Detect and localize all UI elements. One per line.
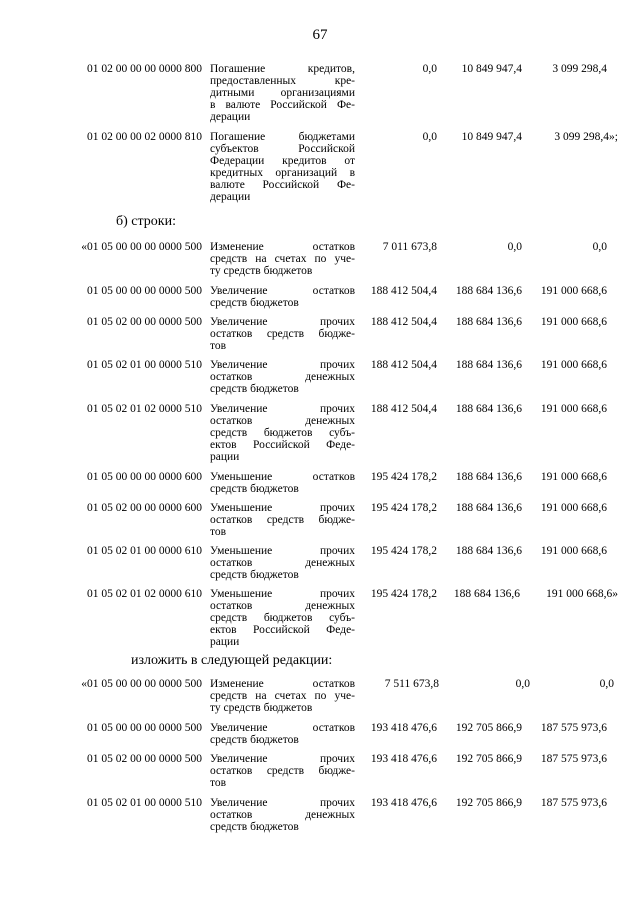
value-year-3: 191 000 668,6	[540, 502, 607, 514]
value-year-1: 188 412 504,4	[370, 403, 437, 415]
value-year-3: 191 000 668,6	[540, 403, 607, 415]
value-year-3: 191 000 668,6	[540, 285, 607, 297]
budget-code: 01 05 00 00 00 0000 600	[87, 471, 202, 483]
row-name-line: ту средств бюджетов	[210, 702, 313, 714]
value-year-2: 188 684 136,6	[455, 403, 522, 415]
budget-code: 01 02 00 00 02 0000 810	[87, 131, 202, 143]
table-row	[0, 502, 640, 538]
table-row	[0, 403, 640, 463]
value-year-1: 188 412 504,4	[370, 285, 437, 297]
budget-code: 01 05 00 00 00 0000 500	[87, 722, 202, 734]
value-year-3: 0,0	[592, 241, 607, 253]
row-name-line: остатков денежных	[210, 557, 355, 569]
table-row	[0, 797, 640, 833]
row-name	[210, 63, 355, 123]
row-name-line: ектов Российской Феде-	[210, 439, 355, 451]
row-name-line: средств на счетах по уче-	[210, 690, 355, 702]
row-name	[210, 753, 355, 789]
row-name-line: Увеличение прочих	[210, 753, 355, 765]
table-row	[0, 63, 640, 123]
row-name-line: дерации	[210, 191, 251, 203]
budget-code: 01 05 02 01 00 0000 510	[87, 797, 202, 809]
value-year-3: 187 575 973,6	[540, 722, 607, 734]
row-name-line: Увеличение прочих	[210, 403, 355, 415]
row-name-line: Увеличение остатков	[210, 722, 355, 734]
row-name-line: в валюте Российской Фе-	[210, 99, 355, 111]
row-name	[210, 588, 355, 648]
row-name-line: Уменьшение остатков	[210, 471, 355, 483]
row-name-line: предоставленных кре-	[210, 75, 355, 87]
value-year-1: 188 412 504,4	[370, 359, 437, 371]
value-year-3: 191 000 668,6»	[546, 588, 618, 600]
value-year-3: 191 000 668,6	[540, 359, 607, 371]
value-year-2: 0,0	[507, 241, 522, 253]
row-name	[210, 722, 355, 746]
row-name	[210, 545, 355, 581]
row-name-line: остатков денежных	[210, 809, 355, 821]
budget-code: 01 05 02 01 02 0000 610	[87, 588, 202, 600]
value-year-1: 7 511 673,8	[384, 678, 439, 690]
table-row	[0, 471, 640, 495]
budget-code: «01 05 00 00 00 0000 500	[81, 241, 202, 253]
table-row	[0, 359, 640, 395]
value-year-3: 191 000 668,6	[540, 316, 607, 328]
row-name-line: Увеличение остатков	[210, 285, 355, 297]
row-name-line: средств бюджетов	[210, 483, 299, 495]
row-name-line: рации	[210, 636, 240, 648]
page-number: 67	[312, 27, 328, 43]
row-name-line: остатков средств бюдже-	[210, 328, 355, 340]
row-name-line: Увеличение прочих	[210, 359, 355, 371]
row-name	[210, 502, 355, 538]
value-year-1: 188 412 504,4	[370, 316, 437, 328]
row-name	[210, 241, 355, 277]
row-name-line: остатков средств бюдже-	[210, 514, 355, 526]
row-name	[210, 678, 355, 714]
value-year-1: 0,0	[422, 131, 437, 143]
row-name	[210, 285, 355, 309]
budget-code: 01 05 02 00 00 0000 500	[87, 316, 202, 328]
row-name-line: Увеличение прочих	[210, 316, 355, 328]
row-name-line: ектов Российской Феде-	[210, 624, 355, 636]
row-name	[210, 359, 355, 395]
section-heading: б) строки:	[116, 214, 176, 229]
value-year-1: 195 424 178,2	[370, 502, 437, 514]
value-year-2: 192 705 866,9	[455, 753, 522, 765]
budget-code: 01 05 00 00 00 0000 500	[87, 285, 202, 297]
row-name-line: тов	[210, 340, 227, 352]
row-name-line: средств бюджетов	[210, 297, 299, 309]
row-name-line: остатков денежных	[210, 371, 355, 383]
row-name-line: дерации	[210, 111, 251, 123]
value-year-1: 193 418 476,6	[370, 722, 437, 734]
row-name-line: остатков денежных	[210, 600, 355, 612]
row-name-line: Уменьшение прочих	[210, 502, 355, 514]
row-name-line: Федерации кредитов от	[210, 155, 355, 167]
row-name-line: Изменение остатков	[210, 678, 355, 690]
value-year-2: 188 684 136,6	[455, 359, 522, 371]
row-name-line: Уменьшение прочих	[210, 545, 355, 557]
value-year-2: 10 849 947,4	[461, 63, 522, 75]
table-row	[0, 588, 640, 648]
row-name-line: дитными организациями	[210, 87, 355, 99]
row-name-line: Погашение бюджетами	[210, 131, 355, 143]
value-year-3: 3 099 298,4	[552, 63, 607, 75]
table-row	[0, 753, 640, 789]
row-name	[210, 471, 355, 495]
budget-code: 01 05 02 00 00 0000 500	[87, 753, 202, 765]
table-row	[0, 285, 640, 309]
value-year-1: 195 424 178,2	[370, 588, 437, 600]
value-year-3: 191 000 668,6	[540, 471, 607, 483]
table-row	[0, 545, 640, 581]
row-name-line: тов	[210, 777, 227, 789]
value-year-2: 188 684 136,6	[455, 502, 522, 514]
budget-code: 01 02 00 00 00 0000 800	[87, 63, 202, 75]
budget-code: 01 05 02 00 00 0000 600	[87, 502, 202, 514]
budget-code: «01 05 00 00 00 0000 500	[81, 678, 202, 690]
value-year-2: 188 684 136,6	[455, 316, 522, 328]
row-name	[210, 797, 355, 833]
row-name-line: рации	[210, 451, 240, 463]
row-name-line: средств бюджетов субъ-	[210, 612, 355, 624]
value-year-3: 191 000 668,6	[540, 545, 607, 557]
row-name-line: тов	[210, 526, 227, 538]
value-year-3: 187 575 973,6	[540, 753, 607, 765]
value-year-1: 0,0	[422, 63, 437, 75]
value-year-2: 192 705 866,9	[455, 797, 522, 809]
value-year-1: 193 418 476,6	[370, 797, 437, 809]
row-name-line: кредитных организаций в	[210, 167, 355, 179]
section-heading: изложить в следующей редакции:	[131, 653, 333, 668]
budget-code: 01 05 02 01 02 0000 510	[87, 403, 202, 415]
value-year-2: 188 684 136,6	[455, 285, 522, 297]
value-year-2: 188 684 136,6	[453, 588, 520, 600]
row-name-line: субъектов Российской	[210, 143, 355, 155]
row-name-line: средств бюджетов	[210, 383, 299, 395]
value-year-1: 195 424 178,2	[370, 471, 437, 483]
value-year-2: 10 849 947,4	[461, 131, 522, 143]
value-year-2: 188 684 136,6	[455, 471, 522, 483]
row-name-line: средств бюджетов субъ-	[210, 427, 355, 439]
value-year-3: 0,0	[599, 678, 614, 690]
budget-code: 01 05 02 01 00 0000 510	[87, 359, 202, 371]
row-name-line: средств бюджетов	[210, 734, 299, 746]
row-name-line: средств бюджетов	[210, 821, 299, 833]
value-year-2: 188 684 136,6	[455, 545, 522, 557]
row-name	[210, 316, 355, 352]
table-row	[0, 316, 640, 352]
row-name-line: средств на счетах по уче-	[210, 253, 355, 265]
value-year-1: 193 418 476,6	[370, 753, 437, 765]
value-year-2: 192 705 866,9	[455, 722, 522, 734]
value-year-2: 0,0	[515, 678, 530, 690]
value-year-1: 195 424 178,2	[370, 545, 437, 557]
table-row	[0, 678, 640, 714]
row-name-line: Изменение остатков	[210, 241, 355, 253]
row-name-line: ту средств бюджетов	[210, 265, 313, 277]
row-name-line: Уменьшение прочих	[210, 588, 355, 600]
row-name-line: Погашение кредитов,	[210, 63, 355, 75]
row-name-line: валюте Российской Фе-	[210, 179, 355, 191]
table-row	[0, 131, 640, 203]
table-row	[0, 241, 640, 277]
row-name	[210, 403, 355, 463]
value-year-1: 7 011 673,8	[382, 241, 437, 253]
row-name-line: Увеличение прочих	[210, 797, 355, 809]
row-name	[210, 131, 355, 203]
value-year-3: 3 099 298,4»;	[554, 131, 618, 143]
row-name-line: остатков средств бюдже-	[210, 765, 355, 777]
table-row	[0, 722, 640, 746]
value-year-3: 187 575 973,6	[540, 797, 607, 809]
budget-code: 01 05 02 01 00 0000 610	[87, 545, 202, 557]
row-name-line: остатков денежных	[210, 415, 355, 427]
row-name-line: средств бюджетов	[210, 569, 299, 581]
